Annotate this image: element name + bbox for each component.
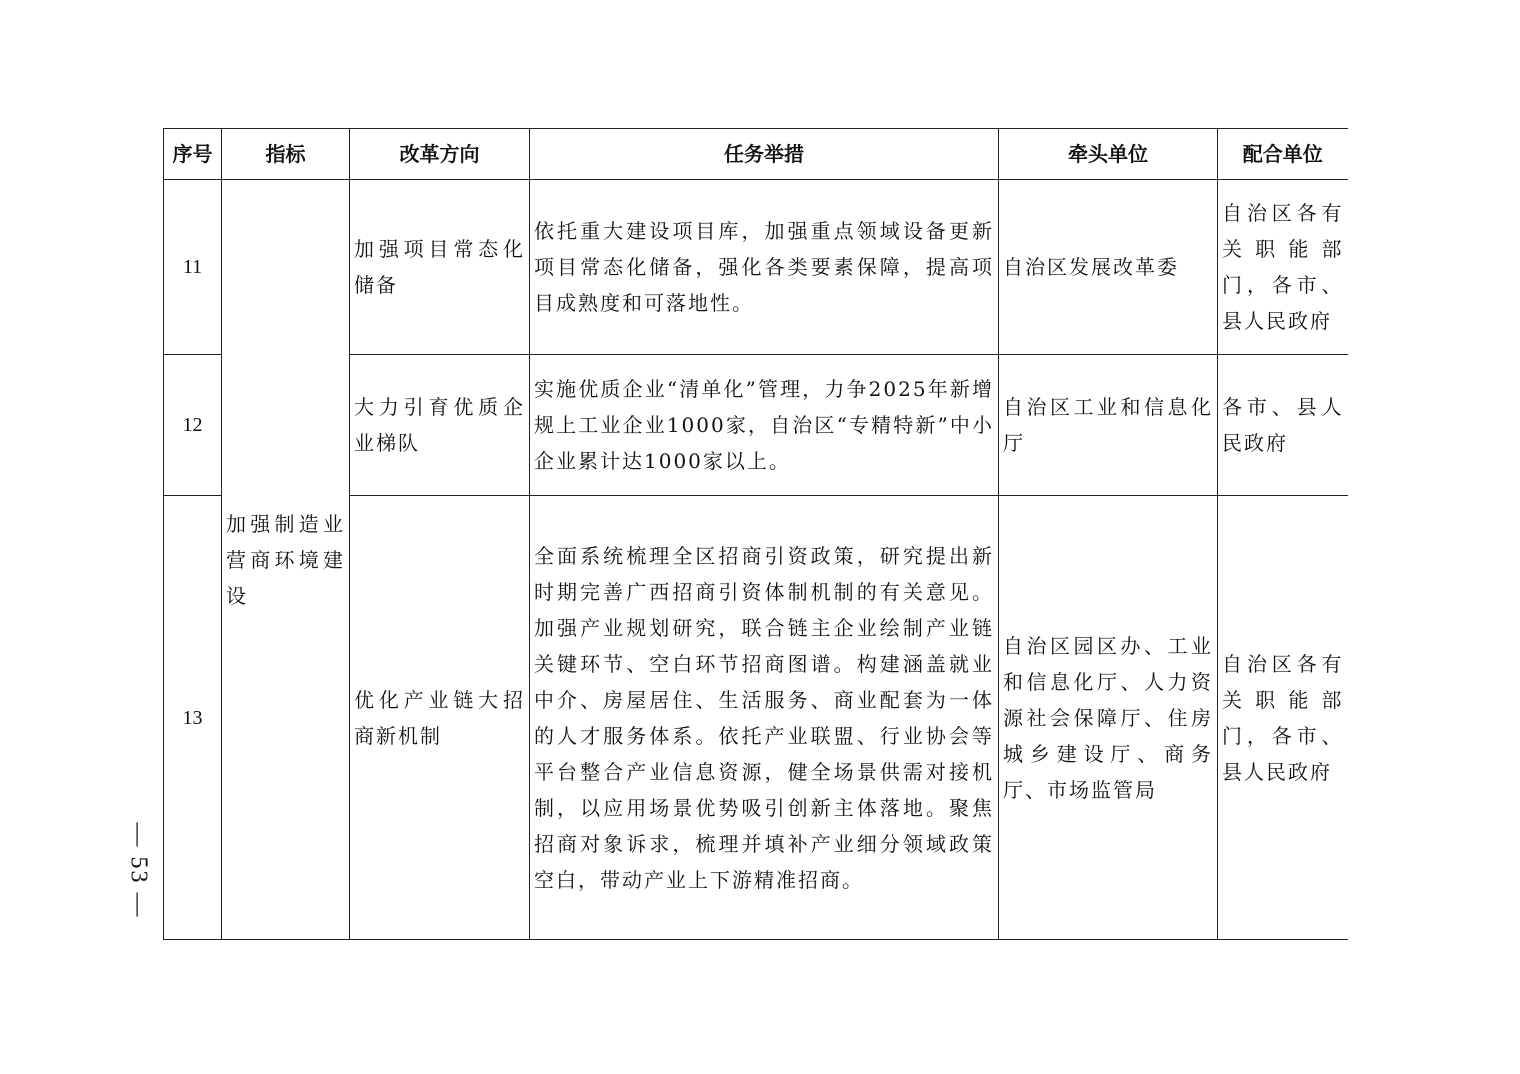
table-header-row (164, 129, 1348, 180)
header-measures: 任务举措 (530, 129, 999, 180)
row-direction: 大力引育优质企业梯队 (350, 355, 530, 496)
row-lead: 自治区园区办、工业和信息化厅、人力资源社会保障厅、住房城乡建设厅、商务厅、市场监管局 (999, 496, 1218, 940)
row-cooperate: 自治区各有关职能部门，各市、县人民政府 (1218, 180, 1348, 355)
page-number: — 53 — (125, 822, 152, 918)
task-table (163, 128, 1348, 940)
row-direction: 加强项目常态化储备 (350, 180, 530, 355)
row-cooperate: 各市、县人民政府 (1218, 355, 1348, 496)
row-measures: 全面系统梳理全区招商引资政策，研究提出新时期完善广西招商引资体制机制的有关意见。加强产业规划研究，联合链主企业绘制产业链关键环节、空白环节招商图谱。构建涵盖就业中介、房屋居住、生活服务、商业配套为一体的人才服务体系。依托产业联盟、行业协会等平台整合产业信息资源，健全场景供需对接机制，以应用场景优势吸引创新主体落地。聚焦招商对象诉求，梳理并填补产业细分领域政策空白，带动产业上下游精准招商。 (530, 496, 999, 940)
row-measures: 依托重大建设项目库，加强重点领域设备更新项目常态化储备，强化各类要素保障，提高项目成熟度和可落地性。 (530, 180, 999, 355)
row-direction: 优化产业链大招商新机制 (350, 496, 530, 940)
row-measures: 实施优质企业“清单化”管理，力争2025年新增规上工业企业1000家，自治区“专精特新”中小企业累计达1000家以上。 (530, 355, 999, 496)
header-lead: 牵头单位 (999, 129, 1218, 180)
header-seq: 序号 (164, 129, 222, 180)
row-lead: 自治区发展改革委 (999, 180, 1218, 355)
table-row (164, 180, 1348, 355)
indicator-group-cell: 加强制造业营商环境建设 (222, 180, 350, 940)
header-direction: 改革方向 (350, 129, 530, 180)
row-seq: 13 (164, 496, 222, 940)
row-seq: 11 (164, 180, 222, 355)
row-cooperate: 自治区各有关职能部门，各市、县人民政府 (1218, 496, 1348, 940)
header-cooperate: 配合单位 (1218, 129, 1348, 180)
row-seq: 12 (164, 355, 222, 496)
header-indicator: 指标 (222, 129, 350, 180)
row-lead: 自治区工业和信息化厅 (999, 355, 1218, 496)
